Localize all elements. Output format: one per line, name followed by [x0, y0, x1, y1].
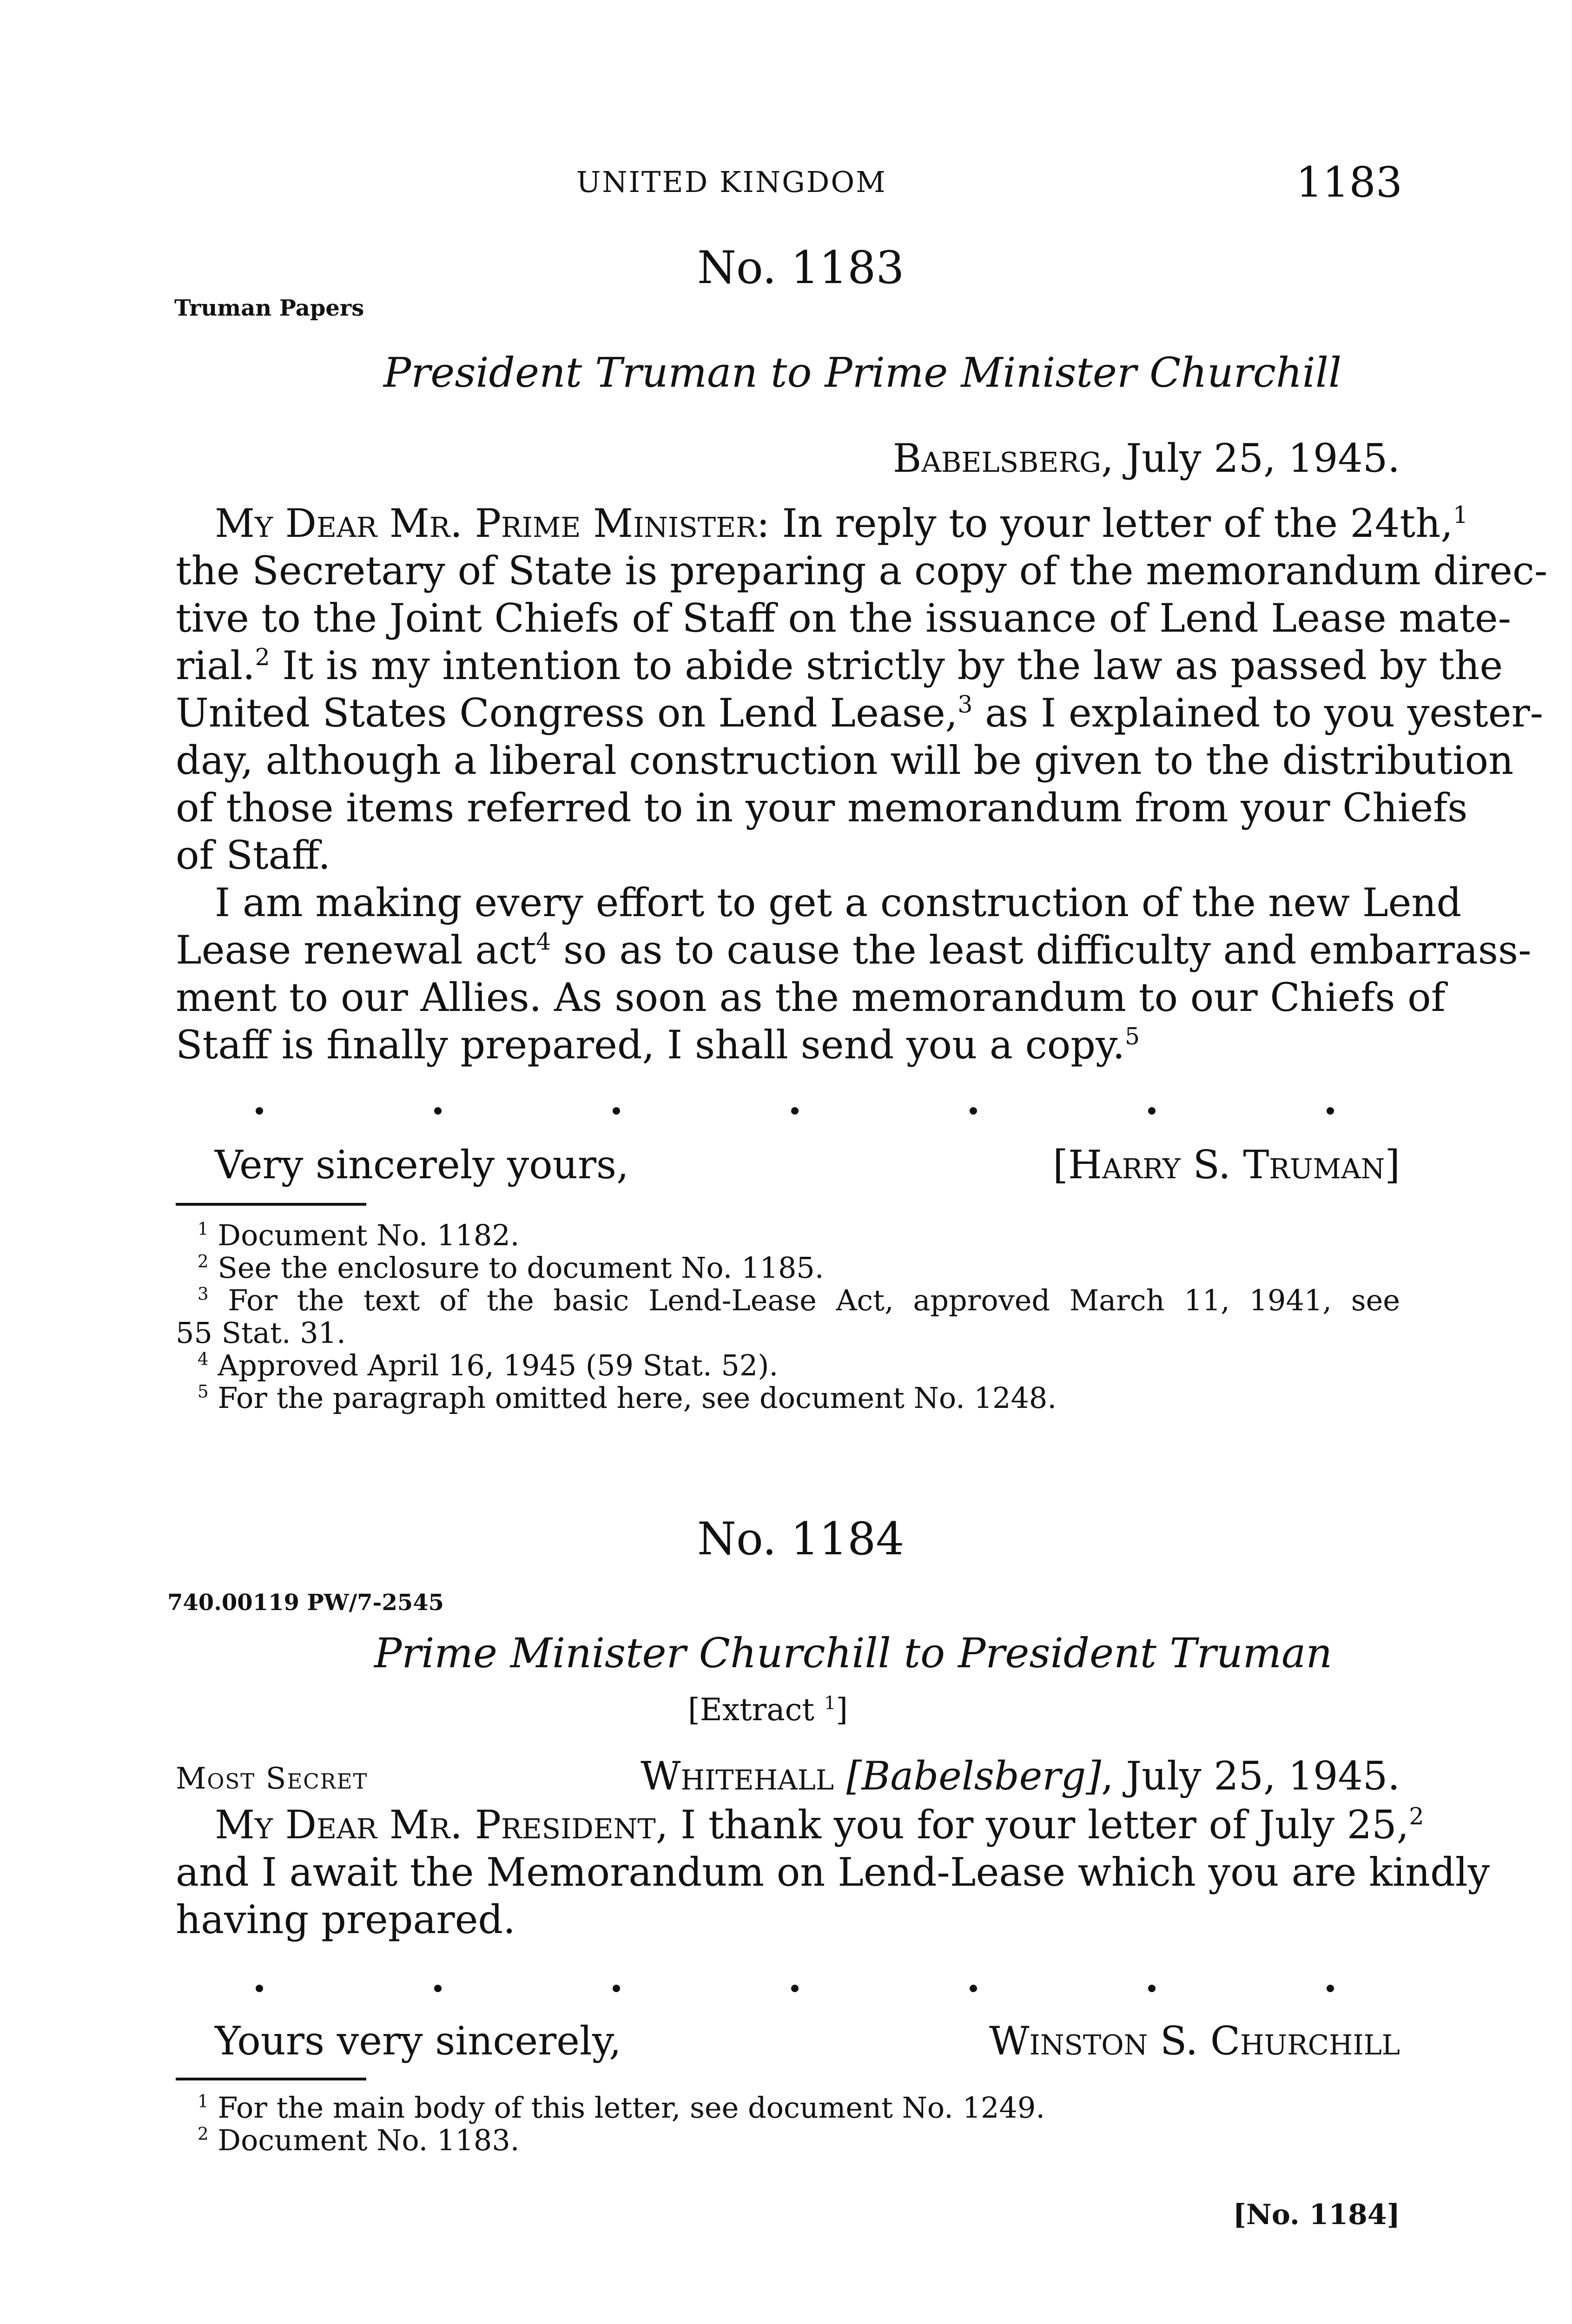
- classification: Most Secret: [176, 1762, 368, 1796]
- ellipsis-row: [256, 1985, 1334, 1992]
- ellipsis-dot: [613, 1107, 620, 1115]
- dateline-1184: [641, 1752, 1400, 1800]
- footnote: $^2$ See the enclosure to document No. 1185.: [198, 1251, 824, 1285]
- ellipsis-dot: [613, 1985, 620, 1992]
- body-line: tive to the Joint Chiefs of Staff on the issuance of Lend Lease mate-: [176, 595, 1511, 641]
- dateline-place: Babelsberg: [892, 436, 1102, 481]
- footnote-ref: 1: [1453, 501, 1468, 528]
- body-line: rial.$^2$ It is my intention to abide strictly by the law as passed by the: [176, 643, 1503, 688]
- dateline-place-note: [Babelsberg]: [846, 1753, 1102, 1799]
- dateline-place: Whitehall: [641, 1753, 834, 1799]
- footnote-ref: 5: [1125, 1022, 1140, 1050]
- body-line: day, although a liberal construction will be given to the distribution: [176, 738, 1514, 783]
- footnote-ref: 2: [1409, 1802, 1424, 1830]
- closing-1184: Yours very sincerely,: [215, 2018, 621, 2064]
- signature-1183: [Harry S. Truman]: [1053, 1142, 1400, 1188]
- footnote: $^1$ Document No. 1182.: [198, 1218, 520, 1252]
- ellipsis-row: [256, 1107, 1334, 1115]
- ellipsis-dot: [256, 1985, 263, 1992]
- document-title-1184: Prime Minister Churchill to President Truman: [374, 1629, 1333, 1677]
- ellipsis-dot: [256, 1107, 263, 1115]
- footnote-ref: 4: [536, 927, 551, 955]
- page-number: 1183: [1295, 158, 1402, 207]
- footnote-ref: 1: [824, 1692, 836, 1714]
- salutation: My Dear Mr. President,: [215, 1802, 668, 1848]
- dateline-1183: [893, 435, 1400, 482]
- footnote: $^3$ For the text of the basic Lend-Lease Act, approved March 11, 1941, see: [198, 1283, 1400, 1317]
- ellipsis-dot: [1148, 1107, 1156, 1115]
- running-head: UNITED KINGDOM: [576, 165, 887, 199]
- body-line: United States Congress on Lend Lease,$^3$ as I explained to you yester-: [176, 690, 1544, 736]
- ellipsis-dot: [434, 1107, 442, 1115]
- salutation: My Dear Mr. Prime Minister:: [215, 501, 770, 546]
- footnote-ref: 2: [255, 643, 270, 671]
- footnote-continuation: 55 Stat. 31.: [176, 1316, 346, 1350]
- footnote: $^2$ Document No. 1183.: [198, 2123, 520, 2157]
- body-line: having prepared.: [176, 1897, 515, 1942]
- document-number-1184: No. 1184: [697, 1513, 905, 1565]
- document-source-1184: 740.00119 PW/7-2545: [167, 1590, 444, 1616]
- document-title-1183: President Truman to Prime Minister Churchill: [383, 349, 1342, 396]
- signature-1184: Winston S. Churchill: [989, 2018, 1400, 2064]
- body-line: the Secretary of State is preparing a copy of the memorandum direc-: [176, 548, 1548, 594]
- body-line: ment to our Allies. As soon as the memorandum to our Chiefs of: [176, 975, 1446, 1020]
- ellipsis-dot: [970, 1985, 977, 1992]
- body-line: and I await the Memorandum on Lend-Lease which you are kindly: [176, 1849, 1490, 1895]
- ellipsis-dot: [1148, 1985, 1156, 1992]
- footnote: $^1$ For the main body of this letter, see document No. 1249.: [198, 2091, 1045, 2125]
- footnote-ref: 3: [958, 690, 973, 718]
- ellipsis-dot: [1327, 1985, 1334, 1992]
- body-line: Staff is finally prepared, I shall send you a copy.$^5$: [176, 1022, 1140, 1068]
- body-line: Lease renewal act$^4$ so as to cause the least difficulty and embarrass-: [176, 927, 1532, 973]
- body-line: My Dear Mr. Prime Minister: In reply to your letter of the 24th,$^1$: [215, 501, 1468, 546]
- extract-note: [Extract $^1$]: [688, 1692, 848, 1728]
- body-line: of Staff.: [176, 832, 331, 878]
- closing-1183: Very sincerely yours,: [215, 1142, 629, 1188]
- document-number-1183: No. 1183: [697, 242, 905, 294]
- ellipsis-dot: [1327, 1107, 1334, 1115]
- ellipsis-dot: [791, 1107, 799, 1115]
- document-source-1183: Truman Papers: [174, 295, 364, 321]
- ellipsis-dot: [970, 1107, 977, 1115]
- ellipsis-dot: [434, 1985, 442, 1992]
- footnote: $^5$ For the paragraph omitted here, see document No. 1248.: [198, 1381, 1057, 1415]
- body-line: I am making every effort to get a construction of the new Lend: [215, 880, 1462, 925]
- footnote: $^4$ Approved April 16, 1945 (59 Stat. 52).: [198, 1348, 779, 1382]
- dateline-date: , July 25, 1945.: [1101, 1753, 1400, 1799]
- footnote-rule: [176, 1203, 366, 1206]
- body-line: of those items referred to in your memorandum from your Chiefs: [176, 785, 1468, 831]
- catchword: [No. 1184]: [1233, 2199, 1400, 2231]
- ellipsis-dot: [791, 1985, 799, 1992]
- footnote-rule: [176, 2078, 366, 2080]
- dateline-date: , July 25, 1945.: [1101, 436, 1400, 481]
- body-line: My Dear Mr. President, I thank you for your letter of July 25,$^2$: [215, 1802, 1424, 1848]
